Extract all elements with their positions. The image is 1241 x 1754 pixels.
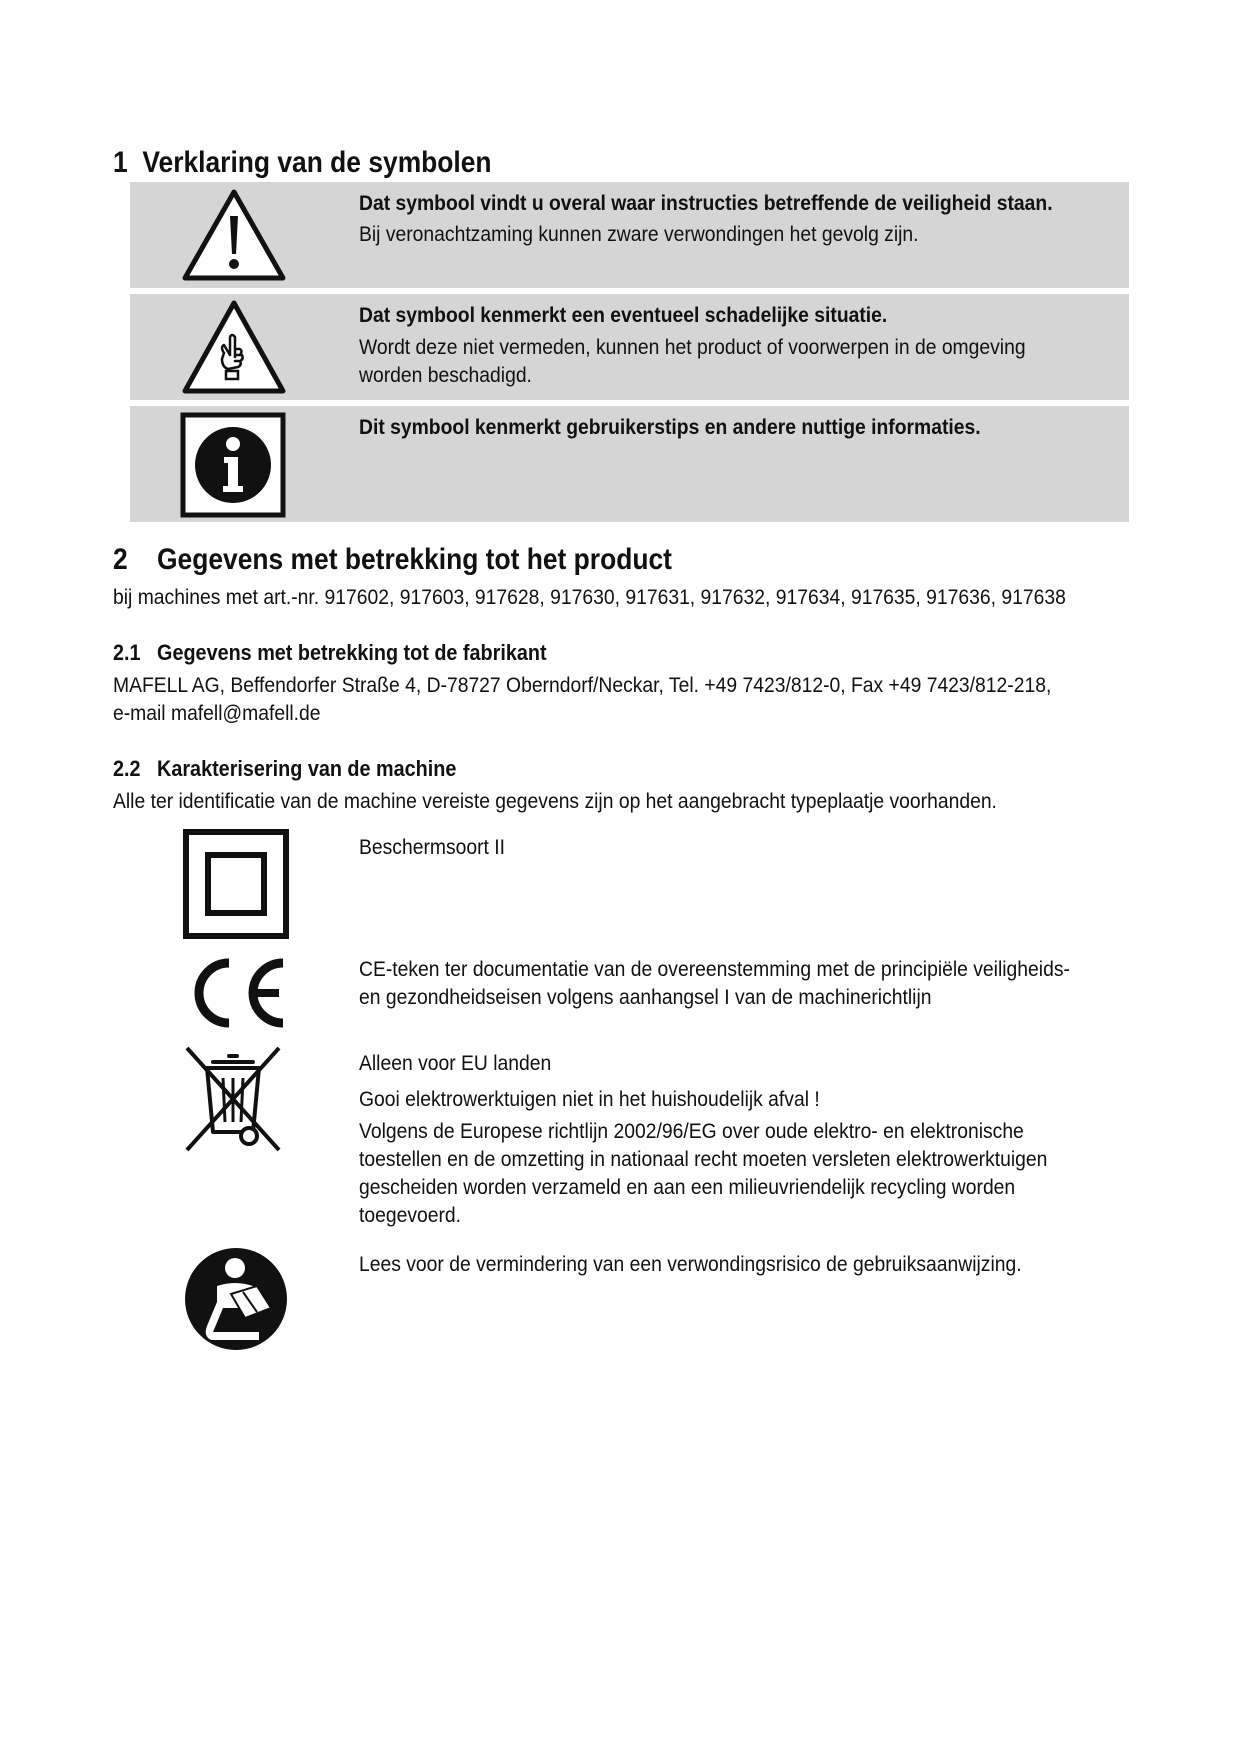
section-1-heading <box>113 146 492 180</box>
section-title: Gegevens met betrekking tot de fabrikant <box>157 640 547 665</box>
article-numbers: bij machines met art.-nr. 917602, 917603, 917628, 917630, 917631, 917632, 917634, 917635, 917636, 917638 <box>113 586 1066 609</box>
manufacturer-email: e-mail mafell@mafell.de <box>113 702 321 725</box>
item-line: toegevoerd. <box>359 1204 462 1227</box>
section-2-1-heading <box>113 640 547 666</box>
info-icon <box>180 412 286 518</box>
caution-hand-icon <box>180 297 288 397</box>
item-line: gescheiden worden verzameld en aan een milieuvriendelijk recycling worden <box>359 1176 1016 1199</box>
section-2-2-heading <box>113 756 456 782</box>
item-line: Gooi elektrowerktuigen niet in het huishoudelijk afval ! <box>359 1088 820 1111</box>
item-read-manual-text <box>359 1251 1079 1279</box>
section-number: 2.1 <box>113 640 141 665</box>
item-line: Volgens de Europese richtlijn 2002/96/EG over oude elektro- en elektronische <box>359 1120 1024 1143</box>
item-ce-text <box>359 956 1132 1012</box>
section-number: 2 <box>113 543 128 576</box>
read-manual-icon <box>183 1246 289 1352</box>
symbol-bold-text: Dit symbool kenmerkt gebruikerstips en andere nuttige informaties. <box>359 416 981 439</box>
item-line: Alleen voor EU landen <box>359 1052 552 1075</box>
symbol-description <box>359 190 1119 249</box>
item-line: Lees voor de vermindering van een verwondingsrisico de gebruiksaanwijzing. <box>359 1253 1022 1276</box>
symbol-line: Bij veronachtzaming kunnen zware verwondingen het gevolg zijn. <box>359 223 919 246</box>
symbol-line: worden beschadigd. <box>359 364 532 387</box>
manufacturer-address: MAFELL AG, Beffendorfer Straße 4, D-78727 Oberndorf/Neckar, Tel. +49 7423/812-0, Fax +49 7423/812-218, <box>113 674 1052 697</box>
symbol-line: Wordt deze niet vermeden, kunnen het product of voorwerpen in de omgeving <box>359 336 1026 359</box>
section-title: Verklaring van de symbolen <box>142 146 492 179</box>
symbol-row-info <box>130 406 1129 522</box>
section-2-heading <box>113 543 672 577</box>
section-number: 2.2 <box>113 756 141 781</box>
item-protection-class-text <box>359 834 518 862</box>
ce-mark-icon <box>183 953 289 1033</box>
item-line: en gezondheidseisen volgens aanhangsel I van de machinerichtlijn <box>359 986 932 1009</box>
warning-triangle-icon <box>180 186 288 284</box>
symbol-row-warning <box>130 182 1129 288</box>
item-line: CE-teken ter documentatie van de overeenstemming met de principiële veiligheids- <box>359 958 1070 981</box>
symbol-description <box>359 414 1119 442</box>
protection-class-ii-icon <box>183 829 289 939</box>
section-number: 1 <box>113 146 128 179</box>
symbol-bold-text: Dat symbool kenmerkt een eventueel schadelijke situatie. <box>359 304 888 327</box>
section-title: Karakterisering van de machine <box>157 756 457 781</box>
symbol-description <box>359 302 1119 390</box>
section-title: Gegevens met betrekking tot het product <box>157 543 672 576</box>
item-weee-text <box>359 1050 1107 1230</box>
item-line: Beschermsoort II <box>359 836 506 859</box>
machine-intro: Alle ter identificatie van de machine vereiste gegevens zijn op het aangebracht typeplaatje voorhanden. <box>113 790 997 813</box>
weee-bin-icon <box>183 1046 283 1152</box>
item-line: toestellen en de omzetting in nationaal recht moeten versleten elektrowerktuigen <box>359 1148 1048 1171</box>
symbol-row-caution <box>130 294 1129 400</box>
symbol-bold-text: Dat symbool vindt u overal waar instructies betreffende de veiligheid staan. <box>359 192 1053 215</box>
